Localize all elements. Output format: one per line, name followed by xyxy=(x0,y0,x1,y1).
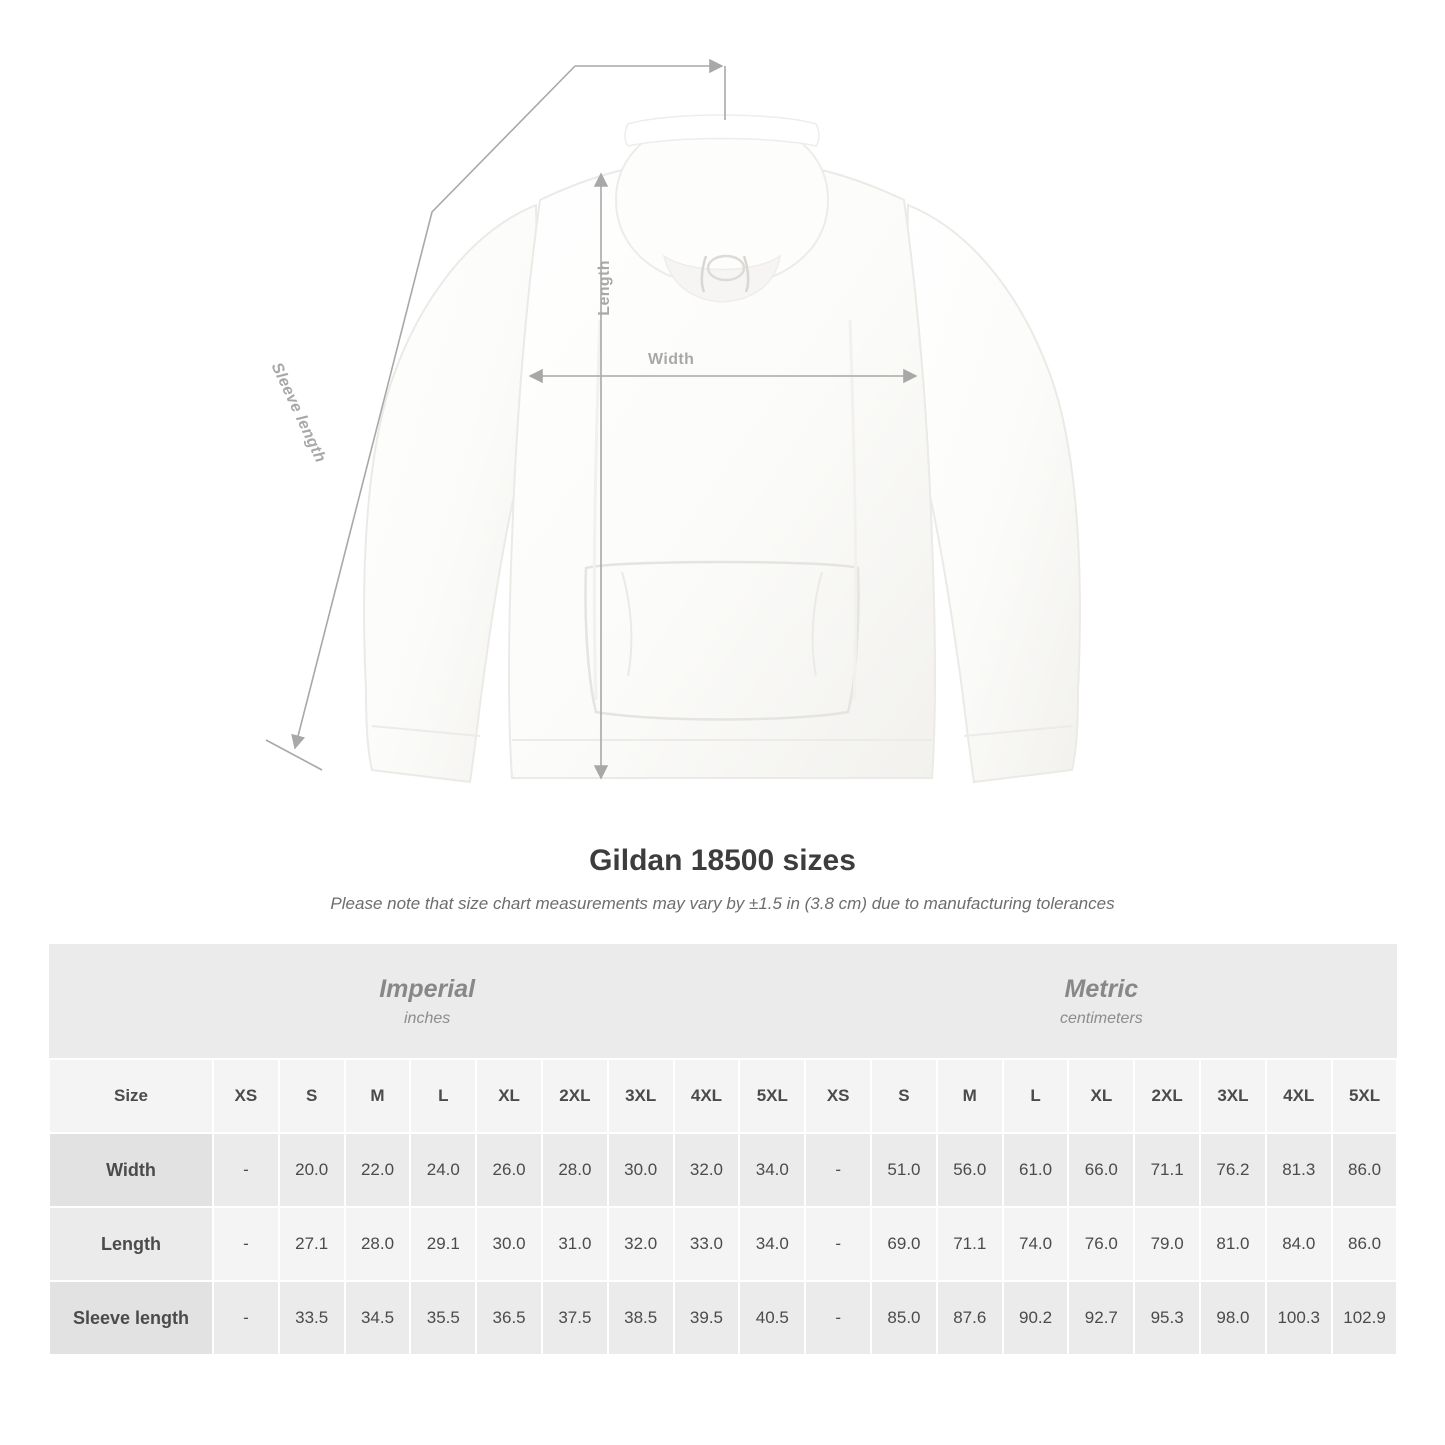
cell-sleeve-metric-7: 100.3 xyxy=(1266,1281,1332,1355)
metric-unit-sub: centimeters xyxy=(1060,1009,1143,1027)
cell-width-metric-4: 66.0 xyxy=(1068,1133,1134,1207)
cell-sleeve-metric-6: 98.0 xyxy=(1200,1281,1266,1355)
cell-width-imperial-3: 24.0 xyxy=(410,1133,476,1207)
size-header-metric-6: 3XL xyxy=(1200,1059,1266,1133)
cell-width-metric-0: - xyxy=(805,1133,871,1207)
cell-width-imperial-0: - xyxy=(213,1133,279,1207)
cell-length-imperial-8: 34.0 xyxy=(739,1207,805,1281)
cell-sleeve-imperial-8: 40.5 xyxy=(739,1281,805,1355)
row-label-width: Width xyxy=(49,1133,213,1207)
cell-length-metric-1: 69.0 xyxy=(871,1207,937,1281)
cell-width-metric-6: 76.2 xyxy=(1200,1133,1266,1207)
size-header-imperial-2: M xyxy=(345,1059,411,1133)
table-row xyxy=(49,1207,1397,1281)
cell-sleeve-imperial-4: 36.5 xyxy=(476,1281,542,1355)
cell-sleeve-metric-0: - xyxy=(805,1281,871,1355)
cell-width-metric-3: 61.0 xyxy=(1003,1133,1069,1207)
size-header-row xyxy=(49,1059,1397,1133)
cell-width-imperial-5: 28.0 xyxy=(542,1133,608,1207)
table-corner-header: Size xyxy=(49,1059,213,1133)
cell-width-imperial-7: 32.0 xyxy=(674,1133,740,1207)
cell-length-metric-6: 81.0 xyxy=(1200,1207,1266,1281)
cell-sleeve-metric-4: 92.7 xyxy=(1068,1281,1134,1355)
size-header-metric-1: S xyxy=(871,1059,937,1133)
size-header-metric-5: 2XL xyxy=(1134,1059,1200,1133)
tolerance-note: Please note that size chart measurements may vary by ±1.5 in (3.8 cm) due to manufacturing tolerances xyxy=(330,894,1115,913)
size-header-metric-4: XL xyxy=(1068,1059,1134,1133)
cell-length-metric-4: 76.0 xyxy=(1068,1207,1134,1281)
cell-width-imperial-4: 26.0 xyxy=(476,1133,542,1207)
cell-length-imperial-4: 30.0 xyxy=(476,1207,542,1281)
cell-width-metric-7: 81.3 xyxy=(1266,1133,1332,1207)
cell-length-imperial-0: - xyxy=(213,1207,279,1281)
size-header-imperial-5: 2XL xyxy=(542,1059,608,1133)
title-block xyxy=(0,844,1445,914)
size-table-wrapper xyxy=(48,944,1397,1356)
imperial-unit-name: Imperial xyxy=(379,975,476,1004)
size-header-imperial-3: L xyxy=(410,1059,476,1133)
cell-width-imperial-1: 20.0 xyxy=(279,1133,345,1207)
size-header-metric-2: M xyxy=(937,1059,1003,1133)
size-table xyxy=(48,944,1398,1356)
size-header-imperial-7: 4XL xyxy=(674,1059,740,1133)
cell-length-imperial-1: 27.1 xyxy=(279,1207,345,1281)
cell-sleeve-metric-1: 85.0 xyxy=(871,1281,937,1355)
length-label: Length xyxy=(596,260,613,316)
cell-sleeve-imperial-3: 35.5 xyxy=(410,1281,476,1355)
cell-length-metric-3: 74.0 xyxy=(1003,1207,1069,1281)
unit-header-row xyxy=(49,944,1397,1059)
table-row xyxy=(49,1133,1397,1207)
size-header-imperial-1: S xyxy=(279,1059,345,1133)
cell-sleeve-imperial-7: 39.5 xyxy=(674,1281,740,1355)
metric-unit-cell xyxy=(805,944,1397,1059)
row-label-length: Length xyxy=(49,1207,213,1281)
cell-width-metric-8: 86.0 xyxy=(1332,1133,1398,1207)
imperial-unit-cell xyxy=(49,944,805,1059)
cell-sleeve-metric-8: 102.9 xyxy=(1332,1281,1398,1355)
cell-width-metric-5: 71.1 xyxy=(1134,1133,1200,1207)
cell-length-metric-2: 71.1 xyxy=(937,1207,1003,1281)
cell-sleeve-imperial-1: 33.5 xyxy=(279,1281,345,1355)
cell-length-metric-7: 84.0 xyxy=(1266,1207,1332,1281)
cell-sleeve-imperial-0: - xyxy=(213,1281,279,1355)
cell-sleeve-metric-2: 87.6 xyxy=(937,1281,1003,1355)
size-header-metric-0: XS xyxy=(805,1059,871,1133)
cell-sleeve-imperial-5: 37.5 xyxy=(542,1281,608,1355)
size-header-metric-7: 4XL xyxy=(1266,1059,1332,1133)
cell-length-imperial-6: 32.0 xyxy=(608,1207,674,1281)
cell-sleeve-metric-5: 95.3 xyxy=(1134,1281,1200,1355)
cell-width-imperial-6: 30.0 xyxy=(608,1133,674,1207)
cell-width-metric-2: 56.0 xyxy=(937,1133,1003,1207)
cell-sleeve-imperial-2: 34.5 xyxy=(345,1281,411,1355)
sleeve-length-label: Sleeve length xyxy=(267,360,329,466)
cell-width-imperial-2: 22.0 xyxy=(345,1133,411,1207)
cell-length-imperial-2: 28.0 xyxy=(345,1207,411,1281)
imperial-unit-sub: inches xyxy=(404,1009,451,1027)
hoodie-shape xyxy=(364,115,1080,782)
cell-length-imperial-3: 29.1 xyxy=(410,1207,476,1281)
size-header-imperial-8: 5XL xyxy=(739,1059,805,1133)
cell-sleeve-metric-3: 90.2 xyxy=(1003,1281,1069,1355)
cell-length-imperial-7: 33.0 xyxy=(674,1207,740,1281)
cell-width-imperial-8: 34.0 xyxy=(739,1133,805,1207)
page-title: Gildan 18500 sizes xyxy=(589,844,856,877)
row-label-sleeve-length: Sleeve length xyxy=(49,1281,213,1355)
cell-length-metric-5: 79.0 xyxy=(1134,1207,1200,1281)
metric-unit-name: Metric xyxy=(1064,975,1139,1004)
table-row xyxy=(49,1281,1397,1355)
size-header-metric-8: 5XL xyxy=(1332,1059,1398,1133)
width-label: Width xyxy=(648,351,695,368)
size-header-imperial-0: XS xyxy=(213,1059,279,1133)
size-header-imperial-4: XL xyxy=(476,1059,542,1133)
size-header-metric-3: L xyxy=(1003,1059,1069,1133)
cell-width-metric-1: 51.0 xyxy=(871,1133,937,1207)
cell-length-metric-8: 86.0 xyxy=(1332,1207,1398,1281)
size-header-imperial-6: 3XL xyxy=(608,1059,674,1133)
cell-sleeve-imperial-6: 38.5 xyxy=(608,1281,674,1355)
cell-length-metric-0: - xyxy=(805,1207,871,1281)
cell-length-imperial-5: 31.0 xyxy=(542,1207,608,1281)
